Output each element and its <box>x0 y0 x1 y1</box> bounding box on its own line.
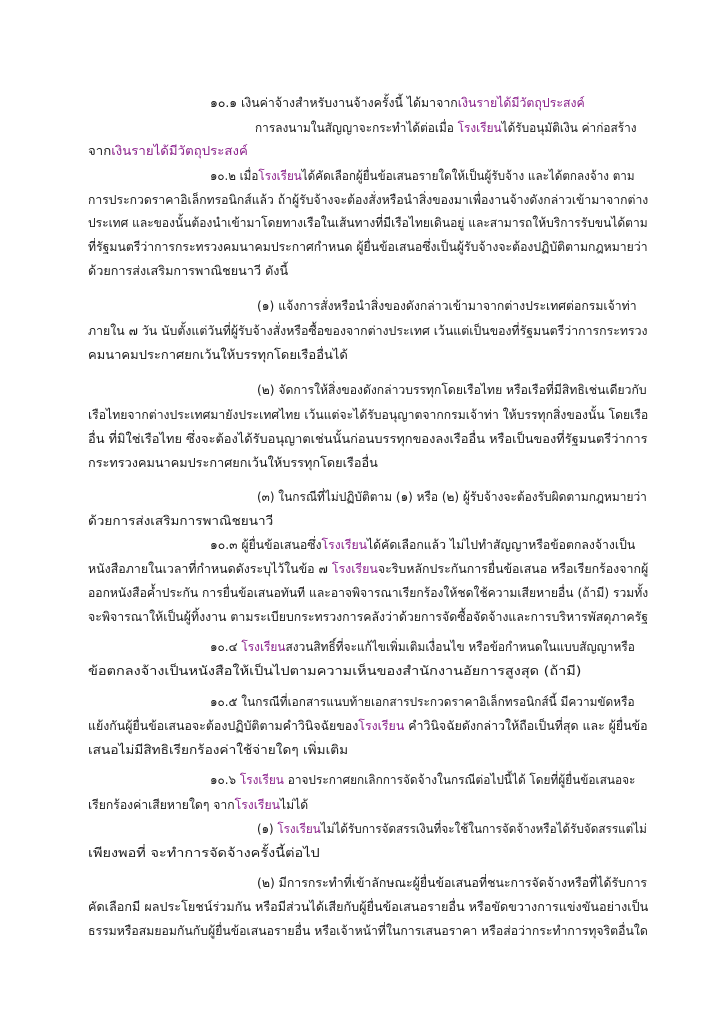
text-line-l28 <box>88 795 308 815</box>
line-text: (๒) จัดการให้สิ่งของดังกล่าวบรรทุกโดยเรือไทย หรือเรือที่มีสิทธิเช่นเดียวกับ <box>257 382 647 397</box>
text-line-l10 <box>88 321 648 341</box>
text-line-l11 <box>88 345 348 365</box>
line-text: คำวินิจฉัยดังกล่าวให้ถือเป็นที่สุด และ ผู้ยื่นข้อ <box>404 718 648 733</box>
highlighted-term: เงินรายได้มีวัตถุประสงค์ <box>457 95 585 110</box>
line-text: ได้คัดเลือกแล้ว ไม่ไปทำสัญญาหรือข้อตกลงจ้างเป็น <box>367 537 636 552</box>
line-text: ด้วยการส่งเสริมการพาณิชยนาวี ดังนี้ <box>88 263 289 278</box>
line-text: ๑๐.๔ <box>210 639 242 654</box>
line-text: ข้อตกลงจ้างเป็นหนังสือให้เป็นไปตามความเห็นของสำนักงานอัยการสูงสุด (ถ้ามี) <box>88 663 582 678</box>
text-line-l06 <box>88 213 648 233</box>
line-text: (๓) ในกรณีที่ไม่ปฏิบัติตาม (๑) หรือ (๒) ผู้รับจ้างจะต้องรับผิดตามกฎหมายว่า <box>257 489 647 504</box>
highlighted-term: เงินรายได้มีวัตถุประสงค์ <box>111 143 248 158</box>
text-line-l21 <box>88 607 648 627</box>
line-text: ไม่ได้ <box>279 797 309 812</box>
highlighted-term: โรงเรียน <box>331 561 378 576</box>
line-text: ๑๐.๕ ในกรณีที่เอกสารแนบท้ายเอกสารประกวดราคาอิเล็กทรอนิกส์นี้ มีความขัดหรือ <box>210 694 635 709</box>
text-line-l02 <box>255 118 637 138</box>
text-line-l09 <box>257 296 637 316</box>
line-text: ด้วยการส่งเสริมการพาณิชยนาวี <box>88 513 274 528</box>
text-line-l31 <box>257 873 647 893</box>
text-line-l18 <box>210 535 635 555</box>
highlighted-term: โรงเรียน <box>234 797 280 812</box>
line-text: ธรรมหรือสมยอมกันกับผู้ยื่นข้อเสนอรายอื่น หรือเจ้าหน้าที่ในการเสนอราคา หรือส่อว่ากระทำการทุจริตอื่นใด <box>88 923 648 938</box>
line-text: เพียงพอที่ จะทำการจัดจ้างครั้งนี้ต่อไป <box>88 845 320 860</box>
line-text: เรือไทยจากต่างประเทศมายังประเทศไทย เว้นแต่จะได้รับอนุญาตจากกรมเจ้าท่า ให้บรรทุกสิ่งของนั้น โดยเรือ <box>88 407 649 422</box>
line-text: ๑๐.๓ ผู้ยื่นข้อเสนอซึ่ง <box>210 537 322 552</box>
line-text: คมนาคมประกาศยกเว้นให้บรรทุกโดยเรืออื่นได้ <box>88 347 348 362</box>
line-text: เรียกร้องค่าเสียหายใดๆ จาก <box>88 797 235 812</box>
line-text: อื่น ที่มิใช่เรือไทย ซึ่งจะต้องได้รับอนุญาตเช่นนั้นก่อนบรรทุกของลงเรืออื่น หรือเป็นของที่รัฐมนตรีว่าการ <box>88 431 648 446</box>
text-line-l15 <box>88 453 378 473</box>
text-line-l12 <box>257 380 647 400</box>
line-text: ไม่ได้รับการจัดสรรเงินที่จะใช้ในการจัดจ้างหรือได้รับจัดสรรแต่ไม่ <box>320 821 647 836</box>
line-text: ๑๐.๑ เงินค่าจ้างสำหรับงานจ้างครั้งนี้ ได้มาจาก <box>210 95 458 110</box>
line-text: กระทรวงคมนาคมประกาศยกเว้นให้บรรทุกโดยเรืออื่น <box>88 455 378 470</box>
line-text: (๑) แจ้งการสั่งหรือนำสิ่งของดังกล่าวเข้ามาจากต่างประเทศต่อกรมเจ้าท่า <box>257 298 637 313</box>
text-line-l08 <box>88 261 288 281</box>
text-line-l23 <box>88 661 581 681</box>
text-line-l27 <box>210 770 635 790</box>
line-text: สงวนสิทธิ์ที่จะแก้ไขเพิ่มเติมเงื่อนไข หรือข้อกำหนดในแบบสัญญาหรือ <box>285 639 635 654</box>
text-line-l17 <box>88 511 273 531</box>
line-text: ที่รัฐมนตรีว่าการกระทรวงคมนาคมประกาศกำหนด ผู้ยื่นข้อเสนอซึ่งเป็นผู้รับจ้างจะต้องปฏิบัติตามกฎหมายว่า <box>88 239 648 254</box>
line-text: คัดเลือกมี ผลประโยชน์ร่วมกัน หรือมีส่วนได้เสียกับผู้ยื่นข้อเสนอรายอื่น หรือขัดขวางการแข่งขันอย่างเป็น <box>88 899 649 914</box>
line-text: (๑) <box>257 821 278 836</box>
line-text: การประกวดราคาอิเล็กทรอนิกส์แล้ว ถ้าผู้รับจ้างจะต้องสั่งหรือนำสิ่งของมาเพื่องานจ้างดังกล่าวเข้ามาจากต่าง <box>88 192 649 207</box>
line-text: ได้คัดเลือกผู้ยื่นข้อเสนอรายใดให้เป็นผู้รับจ้าง และได้ตกลงจ้าง ตาม <box>301 168 635 183</box>
line-text: ได้รับอนุมัติเงิน ค่าก่อสร้าง <box>501 120 637 135</box>
text-line-l29 <box>257 819 647 839</box>
text-line-l33 <box>88 921 648 941</box>
text-line-l25 <box>88 716 648 736</box>
highlighted-term: โรงเรียน <box>239 772 284 787</box>
line-text: จาก <box>88 143 112 158</box>
line-text: ๑๐.๖ <box>210 772 240 787</box>
line-text: จะริบหลักประกันการยื่นข้อเสนอ หรือเรียกร้องจากผู้ <box>377 561 649 576</box>
highlighted-term: โรงเรียน <box>358 718 405 733</box>
text-line-l03 <box>88 141 248 161</box>
line-text: เสนอไม่มีสิทธิเรียกร้องค่าใช้จ่ายใดๆ เพิ่มเติม <box>88 742 349 757</box>
text-line-l32 <box>88 897 648 917</box>
text-line-l26 <box>88 740 348 760</box>
highlighted-term: โรงเรียน <box>241 639 286 654</box>
text-line-l01 <box>210 93 585 113</box>
text-line-l04 <box>210 166 635 186</box>
text-line-l05 <box>88 190 648 210</box>
line-text: การลงนามในสัญญาจะกระทำได้ต่อเมื่อ <box>255 120 458 135</box>
text-line-l22 <box>210 637 635 657</box>
highlighted-term: โรงเรียน <box>457 120 502 135</box>
line-text: ภายใน ๗ วัน นับตั้งแต่วันที่ผู้รับจ้างสั่งหรือซื้อของจากต่างประเทศ เว้นแต่เป็นของที่รัฐมนตรีว่าการกระทรวง <box>88 323 648 338</box>
highlighted-term: โรงเรียน <box>321 537 368 552</box>
text-line-l24 <box>210 692 635 712</box>
text-line-l13 <box>88 405 648 425</box>
text-line-l19 <box>88 559 648 579</box>
line-text: ออกหนังสือค้ำประกัน การยื่นข้อเสนอทันที และอาจพิจารณาเรียกร้องให้ชดใช้ความเสียหายอื่น (ถ้ามี) รวมทั้ง <box>88 585 649 600</box>
line-text: จะพิจารณาให้เป็นผู้ทิ้งงาน ตามระเบียบกระทรวงการคลังว่าด้วยการจัดซื้อจัดจ้างและการบริหารพัสดุภาครัฐ <box>88 609 649 624</box>
highlighted-term: โรงเรียน <box>277 821 321 836</box>
line-text: ๑๐.๒ เมื่อ <box>210 168 259 183</box>
line-text: อาจประกาศยกเลิกการจัดจ้างในกรณีต่อไปนี้ได้ โดยที่ผู้ยื่นข้อเสนอจะ <box>283 772 636 787</box>
text-line-l30 <box>88 843 320 863</box>
highlighted-term: โรงเรียน <box>258 168 302 183</box>
line-text: หนังสือภายในเวลาที่กำหนดดังระบุไว้ในข้อ ๗ <box>88 561 332 576</box>
text-line-l14 <box>88 429 648 449</box>
text-line-l20 <box>88 583 648 603</box>
line-text: (๒) มีการกระทำที่เข้าลักษณะผู้ยื่นข้อเสนอที่ชนะการจัดจ้างหรือที่ได้รับการ <box>257 875 648 890</box>
line-text: ประเทศ และของนั้นต้องนำเข้ามาโดยทางเรือในเส้นทางที่มีเรือไทยเดินอยู่ และสามารถให้บริการรับขนได้ตาม <box>88 215 648 230</box>
text-line-l16 <box>257 487 647 507</box>
line-text: แย้งกันผู้ยื่นข้อเสนอจะต้องปฏิบัติตามคำวินิจฉัยของ <box>88 718 359 733</box>
text-line-l07 <box>88 237 648 257</box>
